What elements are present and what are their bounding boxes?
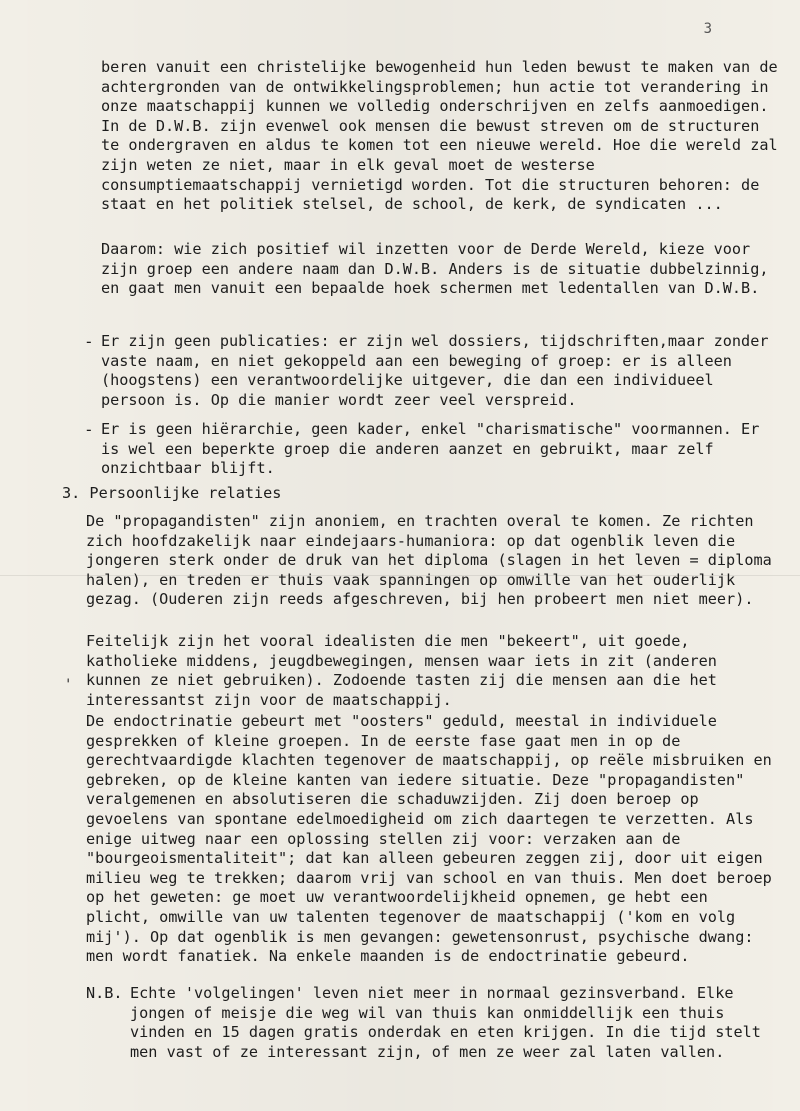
nb-note: Echte 'volgelingen' leven niet meer in normaal gezinsverband. Elke jongen of meisje die weg wil van thuis kan onmiddellijk een thuis vinden en 15 dagen gratis onderdak en eten krijgen. In die tijd stelt men vast of ze interessant zijn, of men ze weer zal laten vallen. (130, 984, 771, 1061)
section-heading-3: 3. Persoonlijke relaties (62, 484, 282, 502)
section3-paragraph-2: Feitelijk zijn het vooral idealisten die men "bekeert", uit goede, katholieke middens, jeugdbewegingen, mensen waar iets in zit (anderen kunnen ze niet gebruiken). Zodoende tasten zij die mensen aan die het interessantst zijn voor de maatschappij. (86, 632, 727, 709)
nb-marker: N.B. (86, 984, 123, 1002)
intro-paragraph-2: Daarom: wie zich positief wil inzetten voor de Derde Wereld, kieze voor zijn groep een andere naam dan D.W.B. Anders is de situatie dubbelzinnig, en gaat men vanuit een bepaalde hoek schermen met ledentallen van D.W.B. (101, 240, 778, 298)
intro-paragraph-1: beren vanuit een christelijke bewogenheid hun leden bewust te maken van de achtergronden van de ontwikkelingsproblemen; hun actie tot verandering in onze maatschappij kunnen we volledig onderschrijven en zelfs aanmoedigen. In de D.W.B. zijn evenwel ook mensen die bewust streven om de structuren te ondergraven en aldus te komen tot een nieuwe wereld. Hoe die wereld zal zijn weten ze niet, maar in elk geval moet de westerse consumptiemaatschappij vernietigd worden. Tot die structuren behoren: de staat en het politiek stelsel, de school, de kerk, de syndicaten ... (101, 58, 787, 214)
bullet-marker-2: - (84, 420, 94, 439)
section3-paragraph-3: De endoctrinatie gebeurt met "oosters" geduld, meestal in individuele gesprekken of kleine groepen. In de eerste fase gaat men in op de gerechtvaardigde klachten tegenover de maatschappij, op reële misbruiken en gebreken, op de kleine kanten van iedere situatie. Deze "propagandisten" veralgemenen en absolutiseren die schaduwzijden. Zij doen beroep op gevoelens van spontane edelmoedigheid om zich daartegen te verzetten. Als enige uitweg naar een oplossing stellen zij voor: verzaken aan de "bourgeoismentaliteit"; dat kan alleen gebeuren zeggen zij, door uit eigen milieu weg te trekken; daarom vrij van school en van thuis. Men doet beroep op het geweten: ge moet uw verantwoordelijkheid opnemen, ge hebt een plicht, omwille van uw talenten tegenover de maatschappij ('kom en volg mij'). Op dat ogenblik is men gevangen: gewetensonrust, psychische dwang: men wordt fanatiek. Na enkele maanden is de endoctrinatie gebeurd. (86, 712, 781, 966)
bullet-item-1: Er zijn geen publicaties: er zijn wel dossiers, tijdschriften,maar zonder vaste naam, en niet gekoppeld aan een beweging of groep: er is alleen (hoogstens) een verantwoordelijke uitgever, die dan een individueel persoon is. Op die manier wordt zeer veel verspreid. (101, 332, 778, 409)
margin-mark: ' (64, 677, 73, 693)
bullet-item-2: Er is geen hiërarchie, geen kader, enkel "charismatische" voormannen. Er is wel een beperkte groep die anderen aanzet en gebruikt, maar zelf onzichtbaar blijft. (101, 420, 769, 478)
page-number: 3 (703, 21, 712, 37)
section3-paragraph-1: De "propagandisten" zijn anoniem, en trachten overal te komen. Ze richten zich hoofdzakelijk naar eindejaars-humaniora: op dat ogenblik leven die jongeren sterk onder de druk van het diploma (slagen in het leven = diploma halen), en treden er thuis vaak spanningen op omwille van het ouderlijk gezag. (Ouderen zijn reeds afgeschreven, bij hen probeert men niet meer). (86, 512, 781, 609)
bullet-marker-1: - (84, 332, 94, 351)
